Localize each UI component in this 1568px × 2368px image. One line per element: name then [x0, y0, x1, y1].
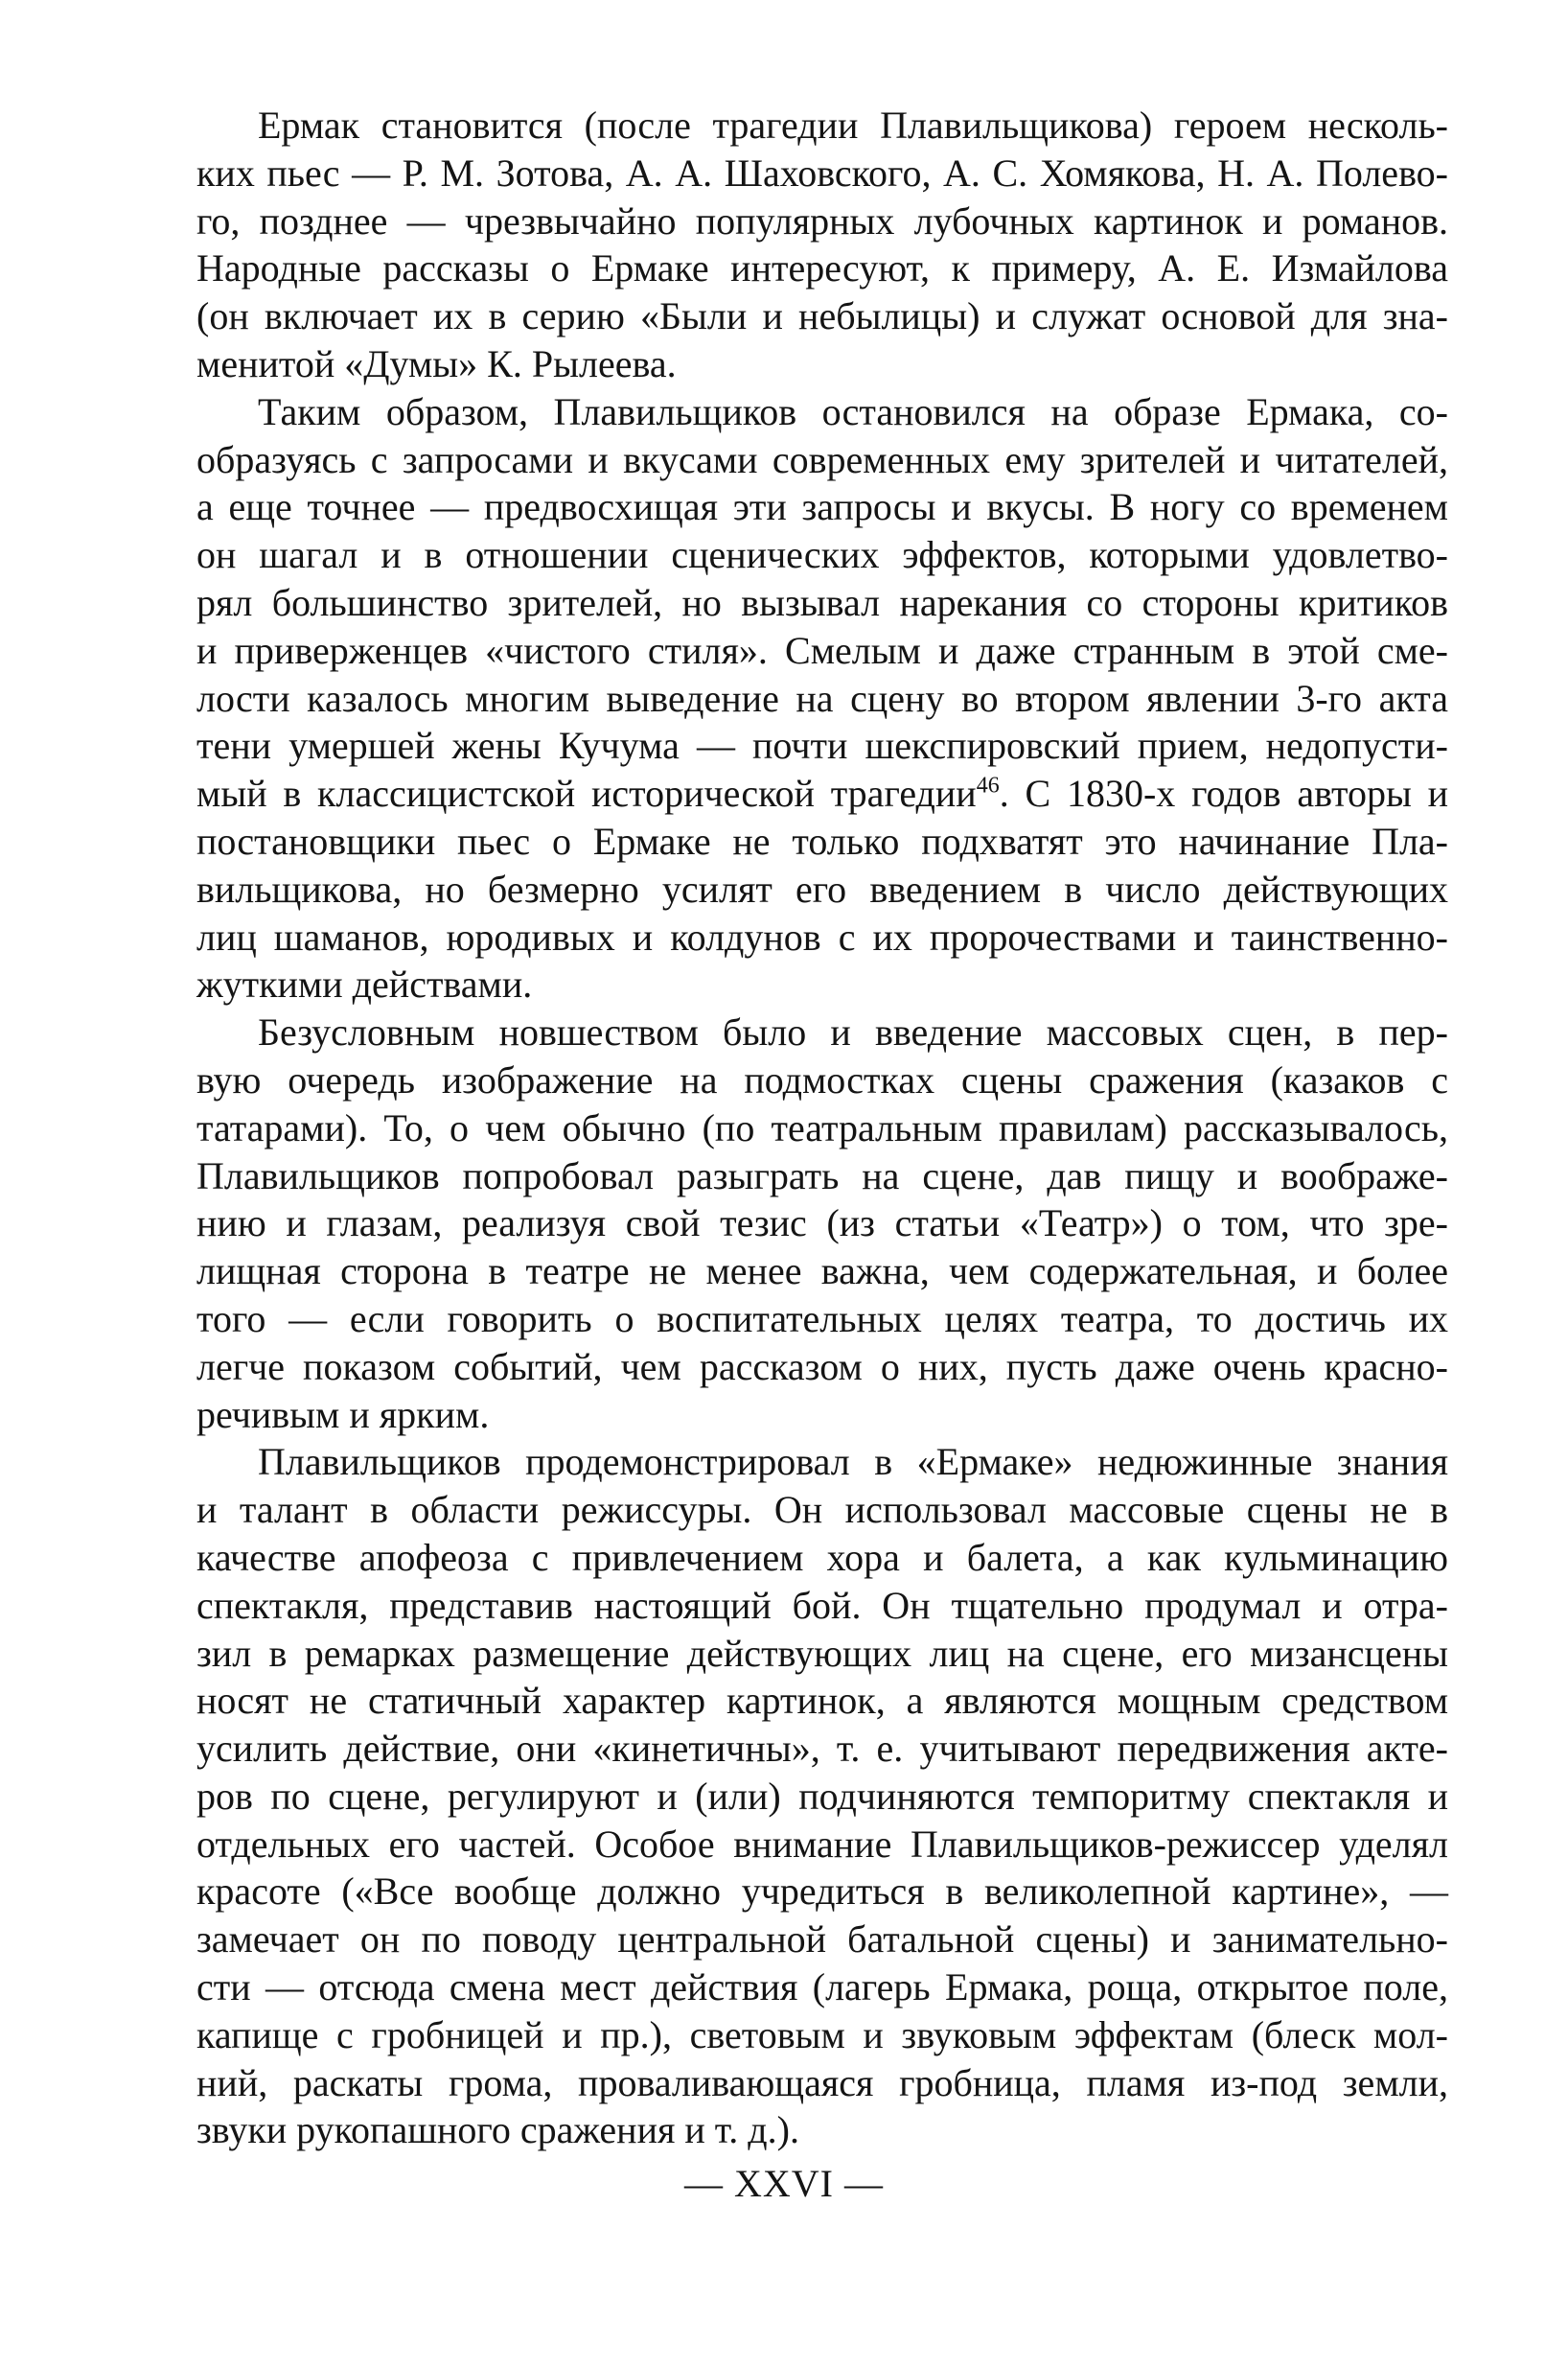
text-line: красоте («Все вообще должно учредиться в великолепной картине», — — [196, 1869, 1448, 1914]
text-line: жуткими действами. — [196, 963, 533, 1007]
paragraph-3 — [196, 1009, 1448, 1438]
text-line: Народные рассказы о Ермаке интересуют, к примеру, А. Е. Измайлова — [196, 246, 1448, 290]
text-line: нию и глазам, реализуя свой тезис (из статьи «Театр») о том, что зре- — [196, 1201, 1448, 1245]
text-line: замечает он по поводу центральной батальной сцены) и занимательно- — [196, 1917, 1448, 1962]
text-line: и талант в области режиссуры. Он использовал массовые сцены не в — [196, 1488, 1448, 1532]
text-line: Таким образом, Плавильщиков остановился на образе Ермака, со- — [258, 389, 1448, 433]
text-segment: мый в классицистской исторической трагедии — [196, 772, 977, 816]
text-line: того — если говорить о воспитательных целях театра, то достичь их — [196, 1296, 1448, 1340]
text-line: а еще точнее — предвосхищая эти запросы и вкусы. В ногу со временем — [196, 485, 1448, 529]
paragraph-4 — [196, 1438, 1448, 2154]
text-line: легче показом событий, чем рассказом о них, пусть даже очень красно- — [196, 1344, 1448, 1388]
text-line: вильщикова, но безмерно усилят его введением в число действующих — [196, 867, 1448, 911]
text-line: образуясь с запросами и вкусами современных ему зрителей и читателей, — [196, 437, 1448, 481]
text-line: сти — отсюда смена мест действия (лагерь Ермака, роща, открытое поле, — [196, 1965, 1448, 2009]
text-line: звуки рукопашного сражения и т. д.). — [196, 2108, 799, 2152]
body-text — [196, 102, 1448, 2154]
text-line: лости казалось многим выведение на сцену во втором явлении 3-го акта — [196, 676, 1448, 720]
text-line: речивым и ярким. — [196, 1392, 490, 1436]
text-line: менитой «Думы» К. Рылеева. — [196, 341, 677, 385]
text-line: тени умершей жены Кучума — почти шекспировский прием, недопусти- — [196, 724, 1448, 768]
text-line: зил в ремарках размещение действующих лиц на сцене, его мизансцены — [196, 1631, 1448, 1675]
text-line: и приверженцев «чистого стиля». Смелым и даже странным в этой сме- — [196, 628, 1448, 672]
text-line: постановщики пьес о Ермаке не только подхватят это начинание Пла- — [196, 819, 1448, 863]
text-line: вую очередь изображение на подмостках сцены сражения (казаков с — [196, 1057, 1448, 1102]
text-line: ров по сцене, регулируют и (или) подчиняются темпоритму спектакля и — [196, 1774, 1448, 1818]
text-line: рял большинство зрителей, но вызывал нарекания со стороны критиков — [196, 580, 1448, 624]
text-line: ких пьес — Р. М. Зотова, А. А. Шаховского, А. С. Хомякова, Н. А. Полево- — [196, 151, 1448, 195]
text-line: он шагал и в отношении сценических эффектов, которыми удовлетво- — [196, 533, 1448, 577]
text-line: (он включает их в серию «Были и небылицы) и служат основой для зна- — [196, 294, 1448, 338]
text-line: лиц шаманов, юродивых и колдунов с их пророчествами и таинственно- — [196, 915, 1448, 959]
text-line: Плавильщиков продемонстрировал в «Ермаке» недюжинные знания — [258, 1440, 1448, 1484]
text-line: татарами). То, о чем обычно (по театральным правилам) рассказывалось, — [196, 1105, 1448, 1149]
text-line: качестве апофеоза с привлечением хора и балета, а как кульминацию — [196, 1535, 1448, 1579]
text-line: носят не статичный характер картинок, а являются мощным средством — [196, 1679, 1448, 1723]
page-number: — XXVI — — [684, 2162, 884, 2205]
paragraph-1 — [196, 102, 1448, 388]
text-line: отдельных его частей. Особое внимание Плавильщиков-режиссер уделял — [196, 1822, 1448, 1866]
text-line: ний, раскаты грома, проваливающаяся гробница, пламя из-под земли, — [196, 2060, 1448, 2104]
text-line: Безусловным новшеством было и введение массовых сцен, в пер- — [258, 1010, 1448, 1055]
text-segment: . С 1830-х годов авторы и — [999, 772, 1448, 816]
text-line: спектакля, представив настоящий бой. Он тщательно продумал и отра- — [196, 1583, 1448, 1627]
text-line: усилить действие, они «кинетичны», т. е. учитывают передвижения акте- — [196, 1727, 1448, 1771]
text-line: капище с гробницей и пр.), световым и звуковым эффектам (блеск мол- — [196, 2012, 1448, 2056]
text-line: Плавильщиков попробовал разыграть на сцене, дав пищу и воображе- — [196, 1153, 1448, 1197]
text-line: Ермак становится (после трагедии Плавильщикова) героем несколь- — [258, 104, 1448, 147]
text-line: го, позднее — чрезвычайно популярных лубочных картинок и романов. — [196, 198, 1448, 243]
footnote-reference[interactable]: 46 — [976, 773, 1000, 799]
paragraph-2 — [196, 388, 1448, 1009]
text-line-with-footnote — [196, 770, 1448, 818]
text-line: лищная сторона в театре не менее важна, чем содержательная, и более — [196, 1249, 1448, 1293]
